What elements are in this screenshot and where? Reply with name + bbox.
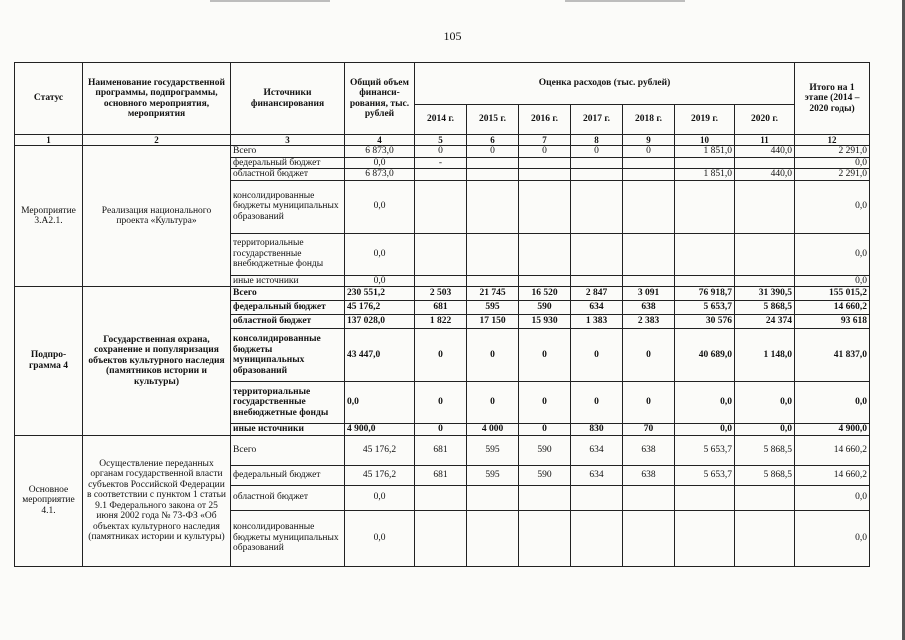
row-total: 6 873,0 <box>345 146 415 158</box>
row-year-value <box>571 510 623 566</box>
row-total: 45 176,2 <box>345 465 415 485</box>
row-year-value <box>467 169 519 181</box>
row-year-value <box>415 275 467 287</box>
row-year-value <box>675 157 735 169</box>
row-stage-total: 14 660,2 <box>795 301 870 315</box>
header-year: 2014 г. <box>415 105 467 135</box>
row-year-value: 5 653,7 <box>675 465 735 485</box>
row-year-value: 5 653,7 <box>675 301 735 315</box>
row-year-value: 0,0 <box>675 382 735 424</box>
row-year-value: 2 383 <box>623 315 675 329</box>
row-year-value: 16 520 <box>519 287 571 301</box>
row-stage-total: 14 660,2 <box>795 435 870 465</box>
row-year-value: 1 148,0 <box>735 329 795 382</box>
row-year-value <box>519 233 571 275</box>
row-total: 0,0 <box>345 510 415 566</box>
row-year-value <box>623 169 675 181</box>
table-row <box>15 435 870 465</box>
row-year-value: 595 <box>467 301 519 315</box>
row-year-value: 0 <box>519 424 571 436</box>
column-number: 4 <box>345 135 415 146</box>
column-number: 1 <box>15 135 83 146</box>
row-year-value: 595 <box>467 465 519 485</box>
row-year-value <box>675 485 735 510</box>
row-year-value: 31 390,5 <box>735 287 795 301</box>
row-stage-total: 2 291,0 <box>795 169 870 181</box>
row-year-value: 0,0 <box>735 382 795 424</box>
row-source: консолидированные бюджеты муниципальных образований <box>231 510 345 566</box>
row-source: консолидированные бюджеты муниципальных образований <box>231 180 345 233</box>
column-number-row <box>15 135 870 146</box>
row-year-value <box>467 233 519 275</box>
row-total: 0,0 <box>345 485 415 510</box>
row-year-value: 0 <box>623 329 675 382</box>
row-year-value <box>571 180 623 233</box>
row-source: федеральный бюджет <box>231 465 345 485</box>
row-total: 0,0 <box>345 180 415 233</box>
row-stage-total: 0,0 <box>795 485 870 510</box>
row-year-value: 5 868,5 <box>735 301 795 315</box>
column-number: 6 <box>467 135 519 146</box>
row-source: консолидированные бюджеты муниципальных образований <box>231 329 345 382</box>
row-year-value: 0 <box>467 329 519 382</box>
row-source: областной бюджет <box>231 169 345 181</box>
row-year-value: 0 <box>467 382 519 424</box>
row-source: областной бюджет <box>231 485 345 510</box>
row-total: 137 028,0 <box>345 315 415 329</box>
row-year-value <box>467 275 519 287</box>
row-year-value: 634 <box>571 465 623 485</box>
row-total: 0,0 <box>345 382 415 424</box>
row-total: 6 873,0 <box>345 169 415 181</box>
header-year: 2017 г. <box>571 105 623 135</box>
row-year-value: 440,0 <box>735 146 795 158</box>
header-year: 2015 г. <box>467 105 519 135</box>
row-name: Осуществление переданных органам государственной власти субъектов Российской Федерации в соответствии с пунктом 1 статьи 9.1 Федерального закона от 25 июня 2002 года № 73-ФЗ «Об объектах культурного наследия (памятниках истории и культуры) <box>83 435 231 566</box>
row-year-value: 0,0 <box>675 424 735 436</box>
row-year-value: 681 <box>415 435 467 465</box>
row-total: 0,0 <box>345 233 415 275</box>
row-stage-total: 41 837,0 <box>795 329 870 382</box>
header-year: 2018 г. <box>623 105 675 135</box>
row-year-value: 5 868,5 <box>735 435 795 465</box>
row-year-value <box>519 485 571 510</box>
row-stage-total: 93 618 <box>795 315 870 329</box>
row-year-value <box>623 275 675 287</box>
column-number: 11 <box>735 135 795 146</box>
row-year-value: 2 847 <box>571 287 623 301</box>
row-source: иные источники <box>231 424 345 436</box>
row-stage-total: 0,0 <box>795 275 870 287</box>
row-year-value <box>519 510 571 566</box>
column-number: 9 <box>623 135 675 146</box>
table-row <box>15 146 870 158</box>
page-number: 105 <box>443 29 462 43</box>
row-year-value <box>675 180 735 233</box>
row-source: иные источники <box>231 275 345 287</box>
row-year-value: 21 745 <box>467 287 519 301</box>
row-year-value: 0 <box>519 146 571 158</box>
row-source: федеральный бюджет <box>231 301 345 315</box>
header-estimate: Оценка расходов (тыс. рублей) <box>415 63 795 105</box>
row-year-value <box>571 485 623 510</box>
row-year-value: - <box>415 157 467 169</box>
scan-artifact <box>565 0 685 2</box>
row-status: Подпро-грамма 4 <box>15 287 83 436</box>
row-year-value <box>675 275 735 287</box>
header-year: 2016 г. <box>519 105 571 135</box>
row-stage-total: 0,0 <box>795 510 870 566</box>
table-body <box>15 146 870 567</box>
row-year-value: 2 503 <box>415 287 467 301</box>
budget-table <box>14 62 870 567</box>
row-year-value: 0 <box>519 329 571 382</box>
row-year-value <box>467 157 519 169</box>
row-name: Реализация национального проекта «Культура» <box>83 146 231 287</box>
row-year-value <box>735 485 795 510</box>
row-status: Мероприятие 3.А2.1. <box>15 146 83 287</box>
row-year-value <box>415 180 467 233</box>
row-status: Основное мероприятие 4.1. <box>15 435 83 566</box>
row-year-value <box>675 233 735 275</box>
row-year-value: 4 000 <box>467 424 519 436</box>
row-year-value <box>467 180 519 233</box>
row-year-value <box>519 169 571 181</box>
header-stage-total: Итого на 1 этапе (2014 – 2020 годы) <box>795 63 870 135</box>
header-status: Статус <box>15 63 83 135</box>
row-year-value: 0 <box>571 146 623 158</box>
row-year-value: 0 <box>623 382 675 424</box>
row-year-value <box>571 275 623 287</box>
row-year-value: 1 383 <box>571 315 623 329</box>
row-year-value <box>415 169 467 181</box>
row-total: 0,0 <box>345 275 415 287</box>
row-year-value <box>735 275 795 287</box>
row-year-value <box>571 157 623 169</box>
row-year-value: 0 <box>571 329 623 382</box>
row-year-value <box>571 233 623 275</box>
column-number: 12 <box>795 135 870 146</box>
row-year-value: 590 <box>519 435 571 465</box>
row-source: территориальные государственные внебюджетные фонды <box>231 382 345 424</box>
row-year-value: 17 150 <box>467 315 519 329</box>
row-year-value <box>519 275 571 287</box>
row-year-value: 3 091 <box>623 287 675 301</box>
row-year-value: 0 <box>415 146 467 158</box>
row-stage-total: 0,0 <box>795 382 870 424</box>
row-year-value <box>735 510 795 566</box>
column-number: 2 <box>83 135 231 146</box>
row-year-value: 1 851,0 <box>675 169 735 181</box>
row-year-value: 0 <box>415 424 467 436</box>
row-year-value: 15 930 <box>519 315 571 329</box>
row-total: 0,0 <box>345 157 415 169</box>
row-name: Государственная охрана, сохранение и популяризация объектов культурного наследия (памятников истории и культуры) <box>83 287 231 436</box>
row-year-value: 0 <box>467 146 519 158</box>
header-name: Наименование государственной программы, подпрограммы, основного мероприятия, мероприятия <box>83 63 231 135</box>
row-year-value <box>735 157 795 169</box>
row-year-value: 830 <box>571 424 623 436</box>
row-year-value: 0 <box>415 382 467 424</box>
row-year-value: 590 <box>519 465 571 485</box>
header-sources: Источники финансирования <box>231 63 345 135</box>
row-source: Всего <box>231 146 345 158</box>
row-year-value <box>735 180 795 233</box>
row-year-value: 0 <box>415 329 467 382</box>
row-stage-total: 2 291,0 <box>795 146 870 158</box>
row-year-value: 30 576 <box>675 315 735 329</box>
row-year-value <box>415 233 467 275</box>
row-total: 230 551,2 <box>345 287 415 301</box>
row-total: 45 176,2 <box>345 301 415 315</box>
row-year-value: 595 <box>467 435 519 465</box>
row-year-value: 0 <box>623 146 675 158</box>
row-year-value: 634 <box>571 301 623 315</box>
row-stage-total: 14 660,2 <box>795 465 870 485</box>
row-year-value: 0 <box>571 382 623 424</box>
row-year-value: 5 868,5 <box>735 465 795 485</box>
row-year-value: 76 918,7 <box>675 287 735 301</box>
row-stage-total: 0,0 <box>795 233 870 275</box>
row-year-value <box>675 510 735 566</box>
row-total: 4 900,0 <box>345 424 415 436</box>
table-row <box>15 287 870 301</box>
row-year-value <box>735 233 795 275</box>
row-source: федеральный бюджет <box>231 157 345 169</box>
row-total: 45 176,2 <box>345 435 415 465</box>
row-year-value: 638 <box>623 301 675 315</box>
row-stage-total: 4 900,0 <box>795 424 870 436</box>
column-number: 5 <box>415 135 467 146</box>
scan-artifact <box>210 0 330 2</box>
row-year-value <box>467 510 519 566</box>
row-year-value: 70 <box>623 424 675 436</box>
row-year-value: 440,0 <box>735 169 795 181</box>
header-total: Общий объем финанси-рования, тыс. рублей <box>345 63 415 135</box>
row-stage-total: 155 015,2 <box>795 287 870 301</box>
row-year-value <box>519 180 571 233</box>
row-year-value <box>467 485 519 510</box>
row-source: Всего <box>231 287 345 301</box>
row-year-value: 24 374 <box>735 315 795 329</box>
row-year-value <box>415 485 467 510</box>
row-stage-total: 0,0 <box>795 157 870 169</box>
row-year-value <box>623 233 675 275</box>
row-year-value: 681 <box>415 465 467 485</box>
row-year-value: 1 851,0 <box>675 146 735 158</box>
header-year: 2019 г. <box>675 105 735 135</box>
row-source: территориальные государственные внебюджетные фонды <box>231 233 345 275</box>
row-year-value: 590 <box>519 301 571 315</box>
row-year-value: 5 653,7 <box>675 435 735 465</box>
row-year-value: 634 <box>571 435 623 465</box>
column-number: 8 <box>571 135 623 146</box>
row-year-value: 0 <box>519 382 571 424</box>
row-year-value <box>623 510 675 566</box>
row-source: Всего <box>231 435 345 465</box>
column-number: 10 <box>675 135 735 146</box>
row-year-value: 638 <box>623 465 675 485</box>
row-year-value <box>571 169 623 181</box>
row-year-value <box>623 157 675 169</box>
row-year-value <box>415 510 467 566</box>
row-source: областной бюджет <box>231 315 345 329</box>
row-year-value <box>519 157 571 169</box>
row-year-value: 40 689,0 <box>675 329 735 382</box>
row-year-value: 681 <box>415 301 467 315</box>
column-number: 3 <box>231 135 345 146</box>
row-year-value <box>623 180 675 233</box>
row-stage-total: 0,0 <box>795 180 870 233</box>
row-total: 43 447,0 <box>345 329 415 382</box>
row-year-value <box>623 485 675 510</box>
row-year-value: 1 822 <box>415 315 467 329</box>
row-year-value: 0,0 <box>735 424 795 436</box>
row-year-value: 638 <box>623 435 675 465</box>
column-number: 7 <box>519 135 571 146</box>
header-year: 2020 г. <box>735 105 795 135</box>
